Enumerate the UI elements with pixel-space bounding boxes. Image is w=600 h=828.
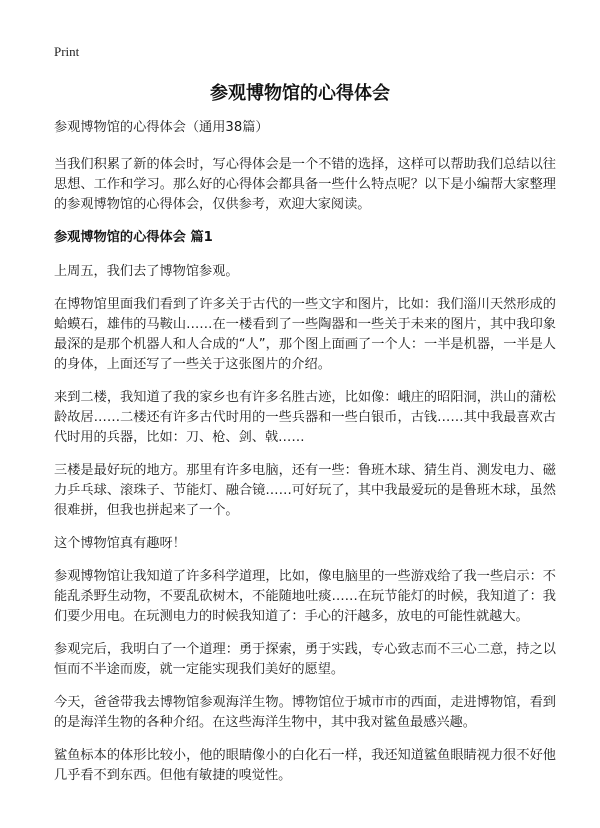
section-heading: 参观博物馆的心得体会 篇1 — [54, 230, 213, 245]
article-body — [54, 118, 556, 799]
intro-paragraph: 当我们积累了新的体会时，写心得体会是一个不错的选择，这样可以帮助我们总结以往思想、工作和学习。那么好的心得体会都具备一些什么特点呢？以下是小编帮大家整理的参观博物馆的心得体会，仅供参考，欢迎大家阅读。 — [54, 157, 556, 212]
paragraph: 上周五，我们去了博物馆参观。 — [54, 264, 239, 279]
paragraph: 参观完后，我明白了一个道理：勇于探索，勇于实践，专心致志而不三心二意，持之以恒而不半途而废，就一定能实现我们美好的愿望。 — [54, 642, 556, 677]
print-link[interactable]: Print — [54, 44, 80, 59]
paragraph: 这个博物馆真有趣呀！ — [54, 536, 186, 551]
page-title: 参观博物馆的心得体会 — [210, 83, 390, 104]
paragraph: 在博物馆里面我们看到了许多关于古代的一些文字和图片，比如：我们淄川天然形成的蛤蟆石，雄伟的马鞍山……在一楼看到了一些陶器和一些关于未来的图片，其中我印象最深的是那个机器人和人合成的“人”，那个图上面画了一个人：一半是机器，一半是人的身体，上面还写了一些关于这张图片的介绍。 — [54, 297, 556, 372]
paragraph: 参观博物馆让我知道了许多科学道理，比如，像电脑里的一些游戏给了我一些启示：不能乱杀野生动物，不要乱砍树木，不能随地吐痰……在玩节能灯的时候，我知道了：我们要少用电。在玩测电力的时候我知道了：手心的汗越多，放电的可能性就越大。 — [54, 569, 556, 624]
paragraph: 鲨鱼标本的体形比较小，他的眼睛像小的白化石一样，我还知道鲨鱼眼睛视力很不好他几乎看不到东西。但他有敏捷的嗅觉性。 — [54, 748, 556, 783]
paragraph: 来到二楼，我知道了我的家乡也有许多名胜古迹，比如像：峨庄的昭阳洞，洪山的蒲松龄故居……二楼还有许多古代时用的一些兵器和一些白银币，古钱……其中我最喜欢古代时用的兵器，比如：刀、枪、剑、戟…… — [54, 390, 556, 445]
paragraph: 今天，爸爸带我去博物馆参观海洋生物。博物馆位于城市市的西面，走进博物馆，看到的是海洋生物的各种介绍。在这些海洋生物中，其中我对鲨鱼最感兴趣。 — [54, 695, 556, 730]
paragraph: 三楼是最好玩的地方。那里有许多电脑，还有一些：鲁班木球、猜生肖、测发电力、磁力乒乓球、滚珠子、节能灯、融合镜……可好玩了，其中我最爱玩的是鲁班木球，虽然很难拼，但我也拼起来了一个。 — [54, 463, 556, 518]
article-subtitle: 参观博物馆的心得体会（通用38篇） — [54, 120, 269, 135]
